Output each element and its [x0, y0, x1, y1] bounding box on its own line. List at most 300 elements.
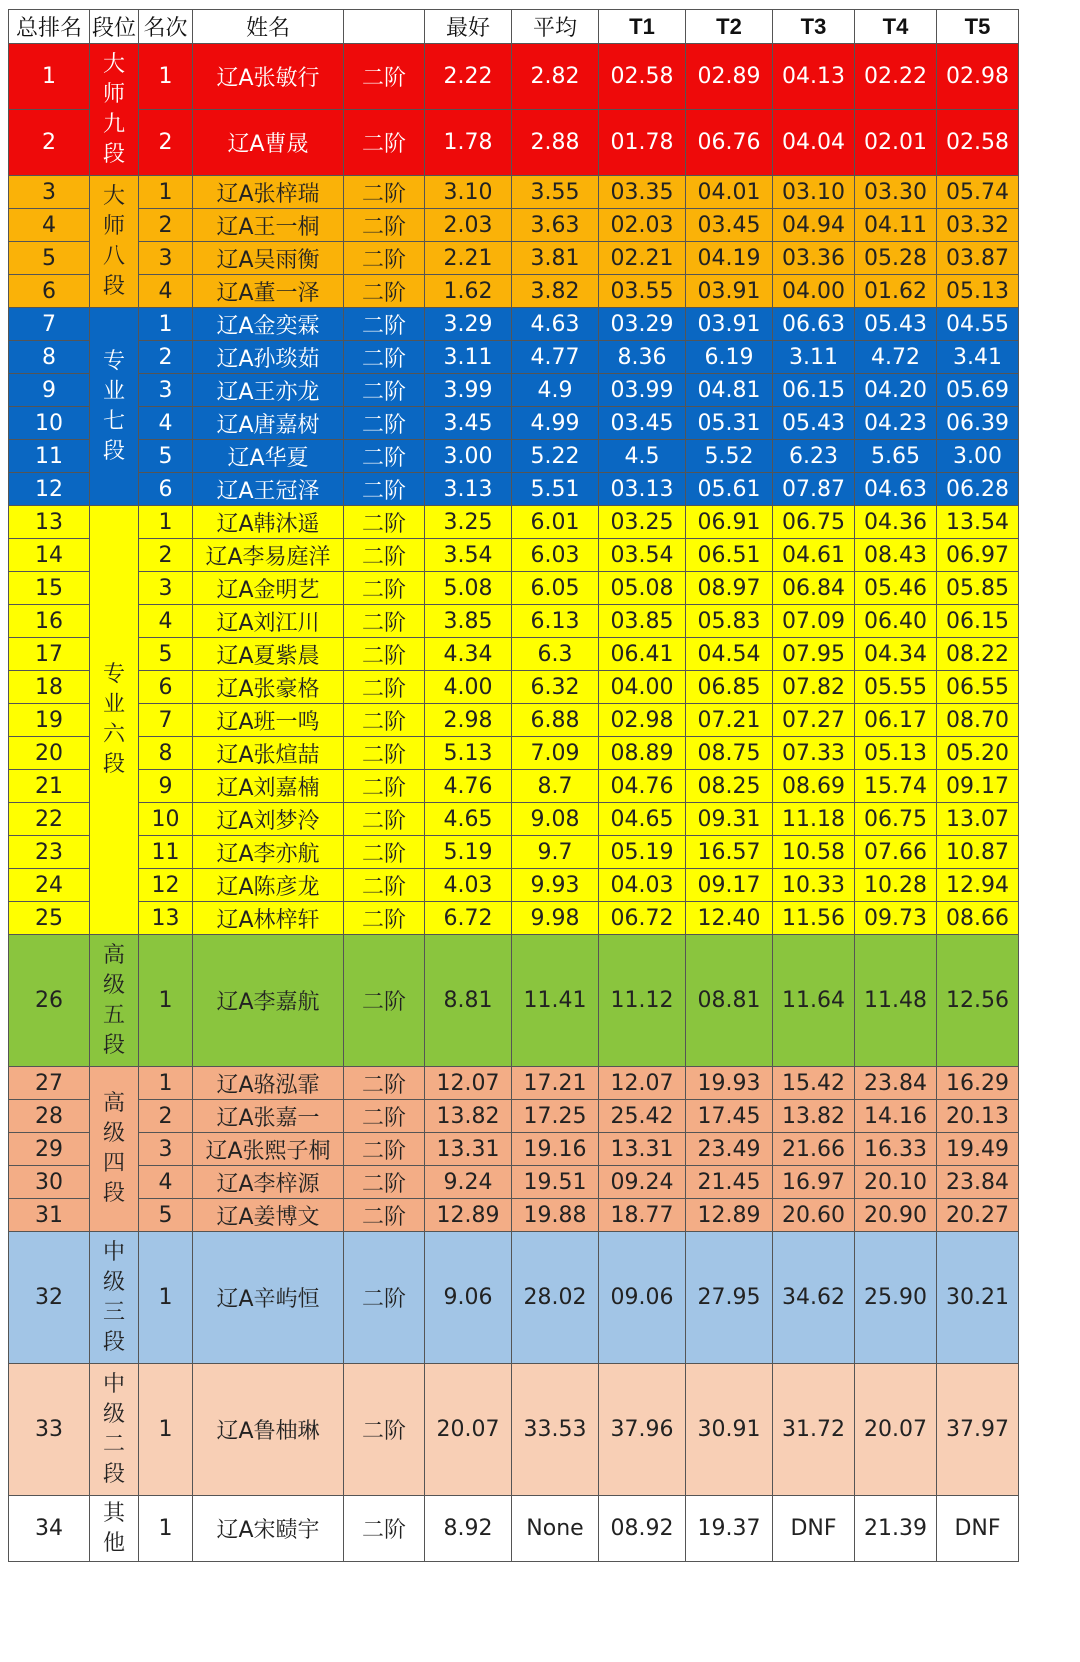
t1-cell: 03.85: [599, 605, 686, 638]
t1-cell: 03.45: [599, 407, 686, 440]
t1-cell: 18.77: [599, 1199, 686, 1232]
t4-cell: 16.33: [855, 1133, 937, 1166]
t1-cell: 01.78: [599, 110, 686, 176]
header-t5: T5: [937, 10, 1019, 44]
t4-cell: 14.16: [855, 1100, 937, 1133]
level-cell: 二阶: [344, 803, 425, 836]
t1-cell: 13.31: [599, 1133, 686, 1166]
table-row: [9, 572, 1019, 605]
t5-cell: 16.29: [937, 1067, 1019, 1100]
name-cell: 辽A吴雨衡: [193, 242, 344, 275]
level-cell: 二阶: [344, 539, 425, 572]
table-row: [9, 440, 1019, 473]
level-cell: 二阶: [344, 572, 425, 605]
t2-cell: 5.52: [686, 440, 773, 473]
t1-cell: 04.76: [599, 770, 686, 803]
tier-rank-cell: 5: [139, 1199, 193, 1232]
table-row: [9, 605, 1019, 638]
t2-cell: 06.85: [686, 671, 773, 704]
t1-cell: 08.89: [599, 737, 686, 770]
level-cell: 二阶: [344, 275, 425, 308]
t4-cell: 04.11: [855, 209, 937, 242]
table-row: [9, 671, 1019, 704]
t3-cell: 21.66: [773, 1133, 855, 1166]
rank-cell: 1: [9, 44, 90, 110]
tier-rank-cell: 1: [139, 935, 193, 1067]
t5-cell: 04.55: [937, 308, 1019, 341]
table-row: [9, 242, 1019, 275]
t3-cell: 04.61: [773, 539, 855, 572]
header-tier: 段位: [90, 10, 139, 44]
name-cell: 辽A王亦龙: [193, 374, 344, 407]
name-cell: 辽A金明艺: [193, 572, 344, 605]
t2-cell: 09.31: [686, 803, 773, 836]
average-cell: 7.09: [512, 737, 599, 770]
tier-rank-cell: 1: [139, 1067, 193, 1100]
t2-cell: 12.89: [686, 1199, 773, 1232]
name-cell: 辽A辛屿恒: [193, 1232, 344, 1364]
level-cell: 二阶: [344, 605, 425, 638]
tier-rank-cell: 12: [139, 869, 193, 902]
t2-cell: 30.91: [686, 1364, 773, 1496]
table-row: [9, 704, 1019, 737]
t1-cell: 03.25: [599, 506, 686, 539]
tier-label: 其他: [102, 1500, 125, 1556]
table-row: [9, 44, 1019, 110]
name-cell: 辽A夏紫晨: [193, 638, 344, 671]
table-row: [9, 770, 1019, 803]
name-cell: 辽A李亦航: [193, 836, 344, 869]
tier-cell: [90, 308, 139, 506]
t3-cell: 31.72: [773, 1364, 855, 1496]
level-cell: 二阶: [344, 1199, 425, 1232]
t3-cell: 06.15: [773, 374, 855, 407]
t5-cell: 06.39: [937, 407, 1019, 440]
t5-cell: 12.94: [937, 869, 1019, 902]
t3-cell: 11.64: [773, 935, 855, 1067]
level-cell: 二阶: [344, 1100, 425, 1133]
level-cell: 二阶: [344, 1364, 425, 1496]
best-cell: 1.62: [425, 275, 512, 308]
tier-rank-cell: 3: [139, 374, 193, 407]
name-cell: 辽A李梓源: [193, 1166, 344, 1199]
average-cell: 19.51: [512, 1166, 599, 1199]
t3-cell: 06.63: [773, 308, 855, 341]
tier-rank-cell: 5: [139, 638, 193, 671]
table-row: [9, 473, 1019, 506]
tier-rank-cell: 3: [139, 242, 193, 275]
t4-cell: 5.65: [855, 440, 937, 473]
rank-cell: 18: [9, 671, 90, 704]
name-cell: 辽A姜博文: [193, 1199, 344, 1232]
t1-cell: 02.58: [599, 44, 686, 110]
tier-rank-cell: 1: [139, 1232, 193, 1364]
t5-cell: 06.55: [937, 671, 1019, 704]
t4-cell: 01.62: [855, 275, 937, 308]
t5-cell: 10.87: [937, 836, 1019, 869]
table-row: [9, 836, 1019, 869]
t4-cell: 04.36: [855, 506, 937, 539]
table-row: [9, 374, 1019, 407]
t5-cell: 05.13: [937, 275, 1019, 308]
best-cell: 20.07: [425, 1364, 512, 1496]
t2-cell: 06.51: [686, 539, 773, 572]
t2-cell: 6.19: [686, 341, 773, 374]
best-cell: 4.03: [425, 869, 512, 902]
t2-cell: 03.45: [686, 209, 773, 242]
name-cell: 辽A鲁柚琳: [193, 1364, 344, 1496]
average-cell: 11.41: [512, 935, 599, 1067]
t3-cell: 06.75: [773, 506, 855, 539]
average-cell: 5.51: [512, 473, 599, 506]
t4-cell: 05.13: [855, 737, 937, 770]
name-cell: 辽A宋赜宇: [193, 1496, 344, 1562]
tier-rank-cell: 6: [139, 671, 193, 704]
table-row: [9, 935, 1019, 1067]
t5-cell: 06.28: [937, 473, 1019, 506]
tier-cell: [90, 935, 139, 1067]
level-cell: 二阶: [344, 902, 425, 935]
average-cell: 9.93: [512, 869, 599, 902]
t4-cell: 23.84: [855, 1067, 937, 1100]
rank-cell: 33: [9, 1364, 90, 1496]
best-cell: 2.03: [425, 209, 512, 242]
best-cell: 2.21: [425, 242, 512, 275]
t5-cell: 3.00: [937, 440, 1019, 473]
table-row: [9, 506, 1019, 539]
t3-cell: DNF: [773, 1496, 855, 1562]
table-body: [9, 44, 1019, 1562]
table-row: [9, 1100, 1019, 1133]
tier-rank-cell: 2: [139, 1100, 193, 1133]
average-cell: 4.77: [512, 341, 599, 374]
average-cell: 6.32: [512, 671, 599, 704]
tier-rank-cell: 9: [139, 770, 193, 803]
t1-cell: 05.08: [599, 572, 686, 605]
ranking-table: [8, 9, 1019, 1562]
level-cell: 二阶: [344, 506, 425, 539]
t5-cell: 13.07: [937, 803, 1019, 836]
t2-cell: 19.93: [686, 1067, 773, 1100]
t3-cell: 05.43: [773, 407, 855, 440]
name-cell: 辽A张敏行: [193, 44, 344, 110]
average-cell: 4.63: [512, 308, 599, 341]
best-cell: 9.24: [425, 1166, 512, 1199]
rank-cell: 20: [9, 737, 90, 770]
tier-rank-cell: 11: [139, 836, 193, 869]
rank-cell: 14: [9, 539, 90, 572]
t4-cell: 05.46: [855, 572, 937, 605]
tier-cell: [90, 44, 139, 176]
t2-cell: 16.57: [686, 836, 773, 869]
rank-cell: 34: [9, 1496, 90, 1562]
t5-cell: 05.85: [937, 572, 1019, 605]
rank-cell: 5: [9, 242, 90, 275]
t2-cell: 04.19: [686, 242, 773, 275]
t2-cell: 17.45: [686, 1100, 773, 1133]
level-cell: 二阶: [344, 1496, 425, 1562]
t3-cell: 13.82: [773, 1100, 855, 1133]
t3-cell: 07.09: [773, 605, 855, 638]
best-cell: 3.11: [425, 341, 512, 374]
tier-rank-cell: 4: [139, 275, 193, 308]
average-cell: 17.21: [512, 1067, 599, 1100]
t3-cell: 34.62: [773, 1232, 855, 1364]
average-cell: 2.88: [512, 110, 599, 176]
header-level: [344, 10, 425, 44]
t3-cell: 16.97: [773, 1166, 855, 1199]
t4-cell: 21.39: [855, 1496, 937, 1562]
average-cell: 3.55: [512, 176, 599, 209]
level-cell: 二阶: [344, 308, 425, 341]
t3-cell: 06.84: [773, 572, 855, 605]
rank-cell: 12: [9, 473, 90, 506]
t4-cell: 10.28: [855, 869, 937, 902]
rank-cell: 2: [9, 110, 90, 176]
tier-rank-cell: 1: [139, 44, 193, 110]
t3-cell: 10.58: [773, 836, 855, 869]
t5-cell: 06.97: [937, 539, 1019, 572]
name-cell: 辽A张豪格: [193, 671, 344, 704]
average-cell: 9.7: [512, 836, 599, 869]
average-cell: 6.3: [512, 638, 599, 671]
t5-cell: 12.56: [937, 935, 1019, 1067]
t3-cell: 04.13: [773, 44, 855, 110]
average-cell: 9.08: [512, 803, 599, 836]
rank-cell: 6: [9, 275, 90, 308]
header-best: 最好: [425, 10, 512, 44]
rank-cell: 3: [9, 176, 90, 209]
best-cell: 12.07: [425, 1067, 512, 1100]
t2-cell: 12.40: [686, 902, 773, 935]
tier-label: 高级五段: [102, 942, 125, 1058]
best-cell: 3.85: [425, 605, 512, 638]
rank-cell: 19: [9, 704, 90, 737]
best-cell: 4.00: [425, 671, 512, 704]
t5-cell: 05.74: [937, 176, 1019, 209]
average-cell: 6.13: [512, 605, 599, 638]
best-cell: 12.89: [425, 1199, 512, 1232]
tier-rank-cell: 1: [139, 1364, 193, 1496]
t5-cell: 02.58: [937, 110, 1019, 176]
name-cell: 辽A金奕霖: [193, 308, 344, 341]
level-cell: 二阶: [344, 44, 425, 110]
best-cell: 8.81: [425, 935, 512, 1067]
t3-cell: 3.11: [773, 341, 855, 374]
t1-cell: 08.92: [599, 1496, 686, 1562]
t5-cell: 20.27: [937, 1199, 1019, 1232]
level-cell: 二阶: [344, 1232, 425, 1364]
t1-cell: 03.54: [599, 539, 686, 572]
t2-cell: 03.91: [686, 308, 773, 341]
table-row: [9, 737, 1019, 770]
t4-cell: 04.23: [855, 407, 937, 440]
level-cell: 二阶: [344, 671, 425, 704]
best-cell: 4.34: [425, 638, 512, 671]
t2-cell: 02.89: [686, 44, 773, 110]
best-cell: 13.82: [425, 1100, 512, 1133]
t4-cell: 04.63: [855, 473, 937, 506]
t4-cell: 08.43: [855, 539, 937, 572]
best-cell: 2.22: [425, 44, 512, 110]
best-cell: 5.08: [425, 572, 512, 605]
tier-rank-cell: 3: [139, 1133, 193, 1166]
average-cell: 6.05: [512, 572, 599, 605]
t5-cell: 3.41: [937, 341, 1019, 374]
t1-cell: 09.24: [599, 1166, 686, 1199]
name-cell: 辽A张梓瑞: [193, 176, 344, 209]
name-cell: 辽A张煊喆: [193, 737, 344, 770]
t1-cell: 02.98: [599, 704, 686, 737]
level-cell: 二阶: [344, 341, 425, 374]
t4-cell: 20.90: [855, 1199, 937, 1232]
t5-cell: 37.97: [937, 1364, 1019, 1496]
rank-cell: 9: [9, 374, 90, 407]
tier-rank-cell: 10: [139, 803, 193, 836]
table-row: [9, 902, 1019, 935]
t5-cell: 13.54: [937, 506, 1019, 539]
t2-cell: 07.21: [686, 704, 773, 737]
table-row: [9, 1166, 1019, 1199]
t4-cell: 4.72: [855, 341, 937, 374]
t4-cell: 11.48: [855, 935, 937, 1067]
t4-cell: 25.90: [855, 1232, 937, 1364]
t4-cell: 04.20: [855, 374, 937, 407]
name-cell: 辽A刘梦泠: [193, 803, 344, 836]
t2-cell: 04.81: [686, 374, 773, 407]
t3-cell: 07.33: [773, 737, 855, 770]
best-cell: 3.00: [425, 440, 512, 473]
tier-label: 大师九段: [102, 51, 125, 167]
rank-cell: 28: [9, 1100, 90, 1133]
best-cell: 3.25: [425, 506, 512, 539]
best-cell: 8.92: [425, 1496, 512, 1562]
best-cell: 1.78: [425, 110, 512, 176]
level-cell: 二阶: [344, 473, 425, 506]
t2-cell: 23.49: [686, 1133, 773, 1166]
t2-cell: 27.95: [686, 1232, 773, 1364]
tier-rank-cell: 4: [139, 407, 193, 440]
tier-label: 大师八段: [102, 183, 125, 299]
t1-cell: 03.35: [599, 176, 686, 209]
table-row: [9, 1133, 1019, 1166]
t4-cell: 05.55: [855, 671, 937, 704]
t2-cell: 05.83: [686, 605, 773, 638]
name-cell: 辽A王一桐: [193, 209, 344, 242]
tier-cell: [90, 506, 139, 935]
level-cell: 二阶: [344, 935, 425, 1067]
header-t4: T4: [855, 10, 937, 44]
rank-cell: 24: [9, 869, 90, 902]
t3-cell: 20.60: [773, 1199, 855, 1232]
tier-rank-cell: 3: [139, 572, 193, 605]
level-cell: 二阶: [344, 440, 425, 473]
table-row: [9, 638, 1019, 671]
t1-cell: 04.00: [599, 671, 686, 704]
t2-cell: 06.91: [686, 506, 773, 539]
t5-cell: 20.13: [937, 1100, 1019, 1133]
header-tier-rank: 名次: [139, 10, 193, 44]
rank-cell: 10: [9, 407, 90, 440]
average-cell: 5.22: [512, 440, 599, 473]
level-cell: 二阶: [344, 638, 425, 671]
table-row: [9, 1496, 1019, 1562]
average-cell: 3.82: [512, 275, 599, 308]
t4-cell: 09.73: [855, 902, 937, 935]
average-cell: 3.81: [512, 242, 599, 275]
t1-cell: 4.5: [599, 440, 686, 473]
rank-cell: 8: [9, 341, 90, 374]
average-cell: 6.88: [512, 704, 599, 737]
t4-cell: 20.10: [855, 1166, 937, 1199]
t1-cell: 06.41: [599, 638, 686, 671]
t1-cell: 12.07: [599, 1067, 686, 1100]
level-cell: 二阶: [344, 1067, 425, 1100]
t3-cell: 03.36: [773, 242, 855, 275]
tier-rank-cell: 6: [139, 473, 193, 506]
best-cell: 3.29: [425, 308, 512, 341]
t1-cell: 03.99: [599, 374, 686, 407]
t2-cell: 19.37: [686, 1496, 773, 1562]
rank-cell: 11: [9, 440, 90, 473]
average-cell: 8.7: [512, 770, 599, 803]
average-cell: 17.25: [512, 1100, 599, 1133]
level-cell: 二阶: [344, 704, 425, 737]
t4-cell: 02.01: [855, 110, 937, 176]
t5-cell: 02.98: [937, 44, 1019, 110]
tier-label: 中级二段: [102, 1371, 125, 1487]
rank-cell: 15: [9, 572, 90, 605]
t2-cell: 06.76: [686, 110, 773, 176]
table-row: [9, 308, 1019, 341]
name-cell: 辽A孙琰茹: [193, 341, 344, 374]
t1-cell: 25.42: [599, 1100, 686, 1133]
level-cell: 二阶: [344, 1133, 425, 1166]
average-cell: 6.03: [512, 539, 599, 572]
t3-cell: 10.33: [773, 869, 855, 902]
rank-cell: 30: [9, 1166, 90, 1199]
t2-cell: 08.81: [686, 935, 773, 1067]
table-row: [9, 803, 1019, 836]
level-cell: 二阶: [344, 110, 425, 176]
t4-cell: 06.17: [855, 704, 937, 737]
table-row: [9, 209, 1019, 242]
table-row: [9, 110, 1019, 176]
table-row: [9, 539, 1019, 572]
t3-cell: 6.23: [773, 440, 855, 473]
name-cell: 辽A骆泓霏: [193, 1067, 344, 1100]
tier-rank-cell: 4: [139, 605, 193, 638]
tier-label: 专业七段: [102, 348, 125, 464]
average-cell: 6.01: [512, 506, 599, 539]
name-cell: 辽A曹晟: [193, 110, 344, 176]
rank-cell: 16: [9, 605, 90, 638]
t4-cell: 04.34: [855, 638, 937, 671]
table-row: [9, 1364, 1019, 1496]
name-cell: 辽A王冠泽: [193, 473, 344, 506]
t1-cell: 03.29: [599, 308, 686, 341]
rank-cell: 4: [9, 209, 90, 242]
name-cell: 辽A刘嘉楠: [193, 770, 344, 803]
t4-cell: 07.66: [855, 836, 937, 869]
tier-rank-cell: 1: [139, 1496, 193, 1562]
rank-cell: 26: [9, 935, 90, 1067]
best-cell: 6.72: [425, 902, 512, 935]
t5-cell: 03.32: [937, 209, 1019, 242]
t5-cell: 30.21: [937, 1232, 1019, 1364]
header-row: [9, 10, 1019, 44]
t4-cell: 06.75: [855, 803, 937, 836]
